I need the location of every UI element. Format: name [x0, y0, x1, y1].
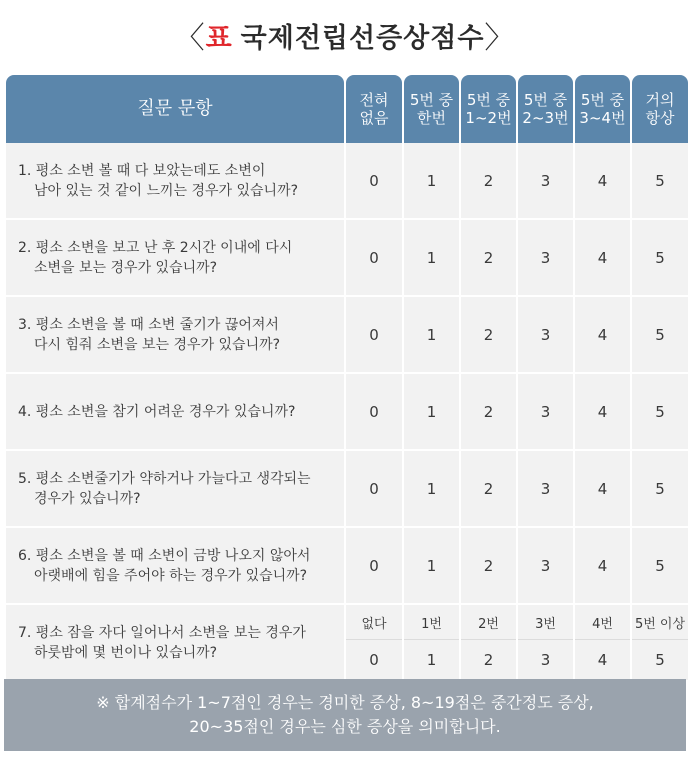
score-cell: 1: [404, 640, 459, 682]
table-row: [6, 297, 688, 374]
score-cell: 3: [518, 528, 573, 605]
page-title: [0, 0, 690, 70]
header-col-1-2: 5번 중 1~2번: [461, 75, 516, 143]
score-cell: 4: [575, 451, 630, 528]
header-col-2-3: 5번 중 2~3번: [518, 75, 573, 143]
table-row: [6, 374, 688, 451]
title-text: 국제전립선증상점수: [240, 22, 485, 54]
question-1: 1. 평소 소변 볼 때 다 보았는데도 소변이 남아 있는 것 같이 느끼는 경우가 있습니까?: [6, 143, 344, 220]
question-3: 3. 평소 소변을 볼 때 소변 줄기가 끊어져서 다시 힘줘 소변을 보는 경우가 있습니까?: [6, 297, 344, 374]
option-label: 2번: [461, 605, 516, 640]
score-cell: 2: [461, 528, 516, 605]
header-question: 질문 문항: [6, 75, 344, 143]
option-label: 4번: [575, 605, 630, 640]
score-note-line1: ※ 합계점수가 1~7점인 경우는 경미한 증상, 8~19점은 중간정도 증상,: [96, 693, 594, 712]
score-cell: 0: [346, 374, 402, 451]
score-cell: 4: [575, 640, 630, 682]
header-col-never: 전혀 없음: [346, 75, 402, 143]
table-header-row: [6, 75, 688, 143]
table-row: [6, 528, 688, 605]
score-cell: 2: [461, 451, 516, 528]
score-note-line2: 20~35점인 경우는 심한 증상을 의미합니다.: [189, 717, 501, 736]
score-cell: 4: [575, 143, 630, 220]
option-label: 없다: [346, 605, 402, 640]
score-cell: 0: [346, 143, 402, 220]
score-cell: 2: [461, 640, 516, 682]
score-cell: 0: [346, 528, 402, 605]
score-cell: 2: [461, 143, 516, 220]
score-note: [4, 679, 686, 751]
title-bracket-close: 〉: [484, 21, 516, 56]
option-label: 3번: [518, 605, 573, 640]
score-cell: 5: [632, 640, 688, 682]
score-cell: 3: [518, 297, 573, 374]
score-cell: 3: [518, 143, 573, 220]
score-cell: 5: [632, 528, 688, 605]
score-cell: 4: [575, 297, 630, 374]
question-6: 6. 평소 소변을 볼 때 소변이 금방 나오지 않아서 아랫배에 힘을 주어야 하는 경우가 있습니까?: [6, 528, 344, 605]
score-cell: 4: [575, 374, 630, 451]
header-col-always: 거의 항상: [632, 75, 688, 143]
option-label: 1번: [404, 605, 459, 640]
score-cell: 5: [632, 374, 688, 451]
question-7: 7. 평소 잠을 자다 일어나서 소변을 보는 경우가 하룻밤에 몇 번이나 있습니까?: [6, 605, 344, 682]
score-cell: 3: [518, 220, 573, 297]
score-cell: 3: [518, 451, 573, 528]
score-cell: 2: [461, 297, 516, 374]
question-4: 4. 평소 소변을 참기 어려운 경우가 있습니까?: [6, 374, 344, 451]
score-cell: 3: [518, 374, 573, 451]
score-cell: 5: [632, 143, 688, 220]
option-label: 5번 이상: [632, 605, 688, 640]
score-cell: 5: [632, 220, 688, 297]
table-row: [6, 220, 688, 297]
score-cell: 1: [404, 220, 459, 297]
score-cell: 1: [404, 143, 459, 220]
score-cell: 4: [575, 528, 630, 605]
score-cell: 4: [575, 220, 630, 297]
title-mark: 표: [205, 22, 233, 54]
score-cell: 0: [346, 640, 402, 682]
table-row: [6, 143, 688, 220]
header-col-once: 5번 중 한번: [404, 75, 459, 143]
score-cell: 1: [404, 528, 459, 605]
title-bracket-open: 〈: [174, 21, 206, 56]
score-cell: 1: [404, 374, 459, 451]
score-cell: 1: [404, 297, 459, 374]
header-col-3-4: 5번 중 3~4번: [575, 75, 630, 143]
score-cell: 0: [346, 451, 402, 528]
score-cell: 2: [461, 220, 516, 297]
question-5: 5. 평소 소변줄기가 약하거나 가늘다고 생각되는 경우가 있습니까?: [6, 451, 344, 528]
score-cell: 0: [346, 297, 402, 374]
score-cell: 5: [632, 451, 688, 528]
score-cell: 0: [346, 220, 402, 297]
score-cell: 1: [404, 451, 459, 528]
score-cell: 2: [461, 374, 516, 451]
score-cell: 3: [518, 640, 573, 682]
question-2: 2. 평소 소변을 보고 난 후 2시간 이내에 다시 소변을 보는 경우가 있습니까?: [6, 220, 344, 297]
table-row: [6, 605, 688, 640]
score-cell: 5: [632, 297, 688, 374]
table-row: [6, 451, 688, 528]
ipss-table: [4, 75, 690, 682]
